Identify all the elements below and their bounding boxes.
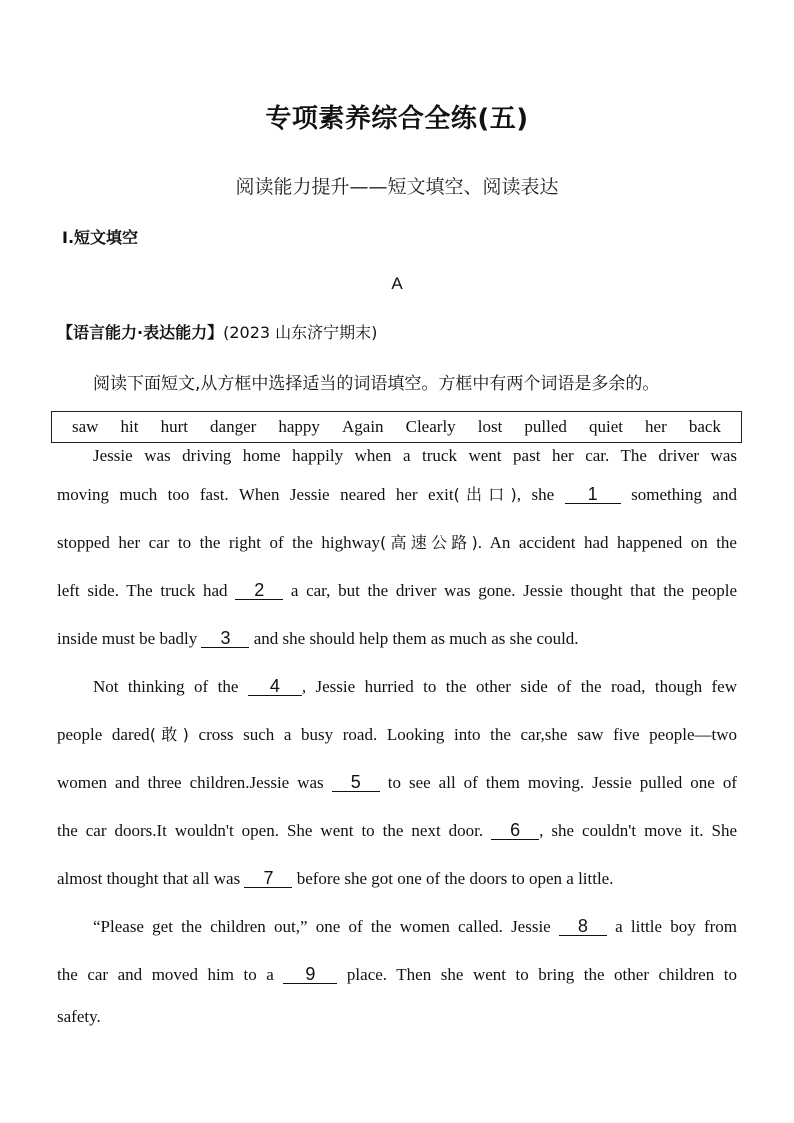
passage-text: almost thought that all was	[57, 869, 241, 888]
passage-line	[57, 868, 737, 890]
passage-line	[57, 772, 737, 794]
answer-blank-7[interactable]: 7	[244, 869, 292, 888]
passage-text: a little boy from	[615, 917, 737, 936]
source-tag	[57, 320, 377, 343]
word-bank-item: quiet	[588, 417, 623, 436]
ability-tag: 【语言能力·表达能力】	[57, 323, 224, 342]
passage-line	[93, 916, 737, 938]
passage-line	[57, 532, 737, 554]
passage-gloss: (出口)	[453, 485, 517, 504]
passage-text: moving much too fast. When Jessie neared her exit	[57, 485, 454, 504]
passage-text: people dared	[57, 725, 150, 744]
passage-line	[57, 1006, 737, 1028]
word-bank-box	[51, 411, 742, 443]
word-bank-item: hurt	[160, 417, 188, 436]
passage-line	[57, 484, 737, 506]
passage-line	[57, 628, 737, 650]
passage-text: women and three children.Jessie was	[57, 773, 324, 792]
passage-text: a car, but the driver was gone. Jessie thought that the people	[290, 581, 738, 600]
passage-text: , she	[516, 485, 555, 504]
answer-blank-8[interactable]: 8	[559, 917, 607, 936]
answer-blank-2[interactable]: 2	[235, 581, 283, 600]
page-subtitle: 阅读能力提升——短文填空、阅读表达	[235, 176, 559, 198]
passage-text: the car and moved him to a	[57, 965, 274, 984]
passage-text: inside must be badly	[57, 629, 198, 648]
word-bank-item: Clearly	[405, 417, 456, 436]
word-bank-item: hit	[120, 417, 139, 436]
passage-text: cross such a busy road. Looking into the car,she saw five people—two	[198, 725, 737, 744]
passage-text: left side. The truck had	[57, 581, 228, 600]
answer-blank-5[interactable]: 5	[332, 773, 380, 792]
passage-text: something and	[631, 485, 737, 504]
passage-text: Not thinking of the	[93, 677, 239, 696]
answer-blank-6[interactable]: 6	[491, 821, 539, 840]
passage-text: safety.	[57, 1007, 101, 1026]
word-bank-item: her	[645, 417, 667, 436]
answer-blank-4[interactable]: 4	[248, 677, 302, 696]
word-bank-item: saw	[72, 417, 99, 436]
passage-label: A	[391, 274, 403, 293]
passage-text: . An accident had happened on the	[477, 533, 737, 552]
passage-line	[93, 676, 737, 698]
word-bank-item: back	[688, 417, 721, 436]
passage-text: Jessie was driving home happily when a truck went past her car. The driver was	[93, 446, 737, 465]
passage-text: the car doors.It wouldn't open. She went to the next door.	[57, 821, 484, 840]
passage-gloss: (敢)	[149, 725, 189, 744]
page-title: 专项素养综合全练(五)	[265, 104, 529, 134]
passage-line	[57, 580, 737, 602]
passage-text: before she got one of the doors to open a little.	[296, 869, 614, 888]
word-bank-item: pulled	[524, 417, 567, 436]
word-bank-item: Again	[342, 417, 384, 436]
passage-line	[57, 724, 737, 746]
answer-blank-1[interactable]: 1	[565, 485, 621, 504]
instruction-text: 阅读下面短文,从方框中选择适当的词语填空。方框中有两个词语是多余的。	[93, 374, 660, 394]
word-bank-item: danger	[210, 417, 257, 436]
word-bank-item: happy	[278, 417, 320, 436]
passage-line	[93, 445, 737, 467]
passage-text: and she should help them as much as she could.	[253, 629, 579, 648]
passage-text: place. Then she went to bring the other children to	[346, 965, 737, 984]
passage-line	[57, 964, 737, 986]
passage-text: stopped her car to the right of the highway	[57, 533, 380, 552]
passage-text: , Jessie hurried to the other side of the road, though few	[301, 677, 737, 696]
word-bank-item: lost	[477, 417, 503, 436]
source-note: (2023 山东济宁期末)	[223, 323, 378, 342]
answer-blank-3[interactable]: 3	[201, 629, 249, 648]
passage-text: “Please get the children out,” one of the women called. Jessie	[93, 917, 551, 936]
passage-text: , she couldn't move it. She	[539, 821, 738, 840]
passage-line	[57, 820, 737, 842]
passage-text: to see all of them moving. Jessie pulled one of	[387, 773, 737, 792]
answer-blank-9[interactable]: 9	[283, 965, 337, 984]
section-heading: Ⅰ.短文填空	[62, 228, 139, 247]
passage-gloss: (高速公路)	[379, 533, 478, 552]
